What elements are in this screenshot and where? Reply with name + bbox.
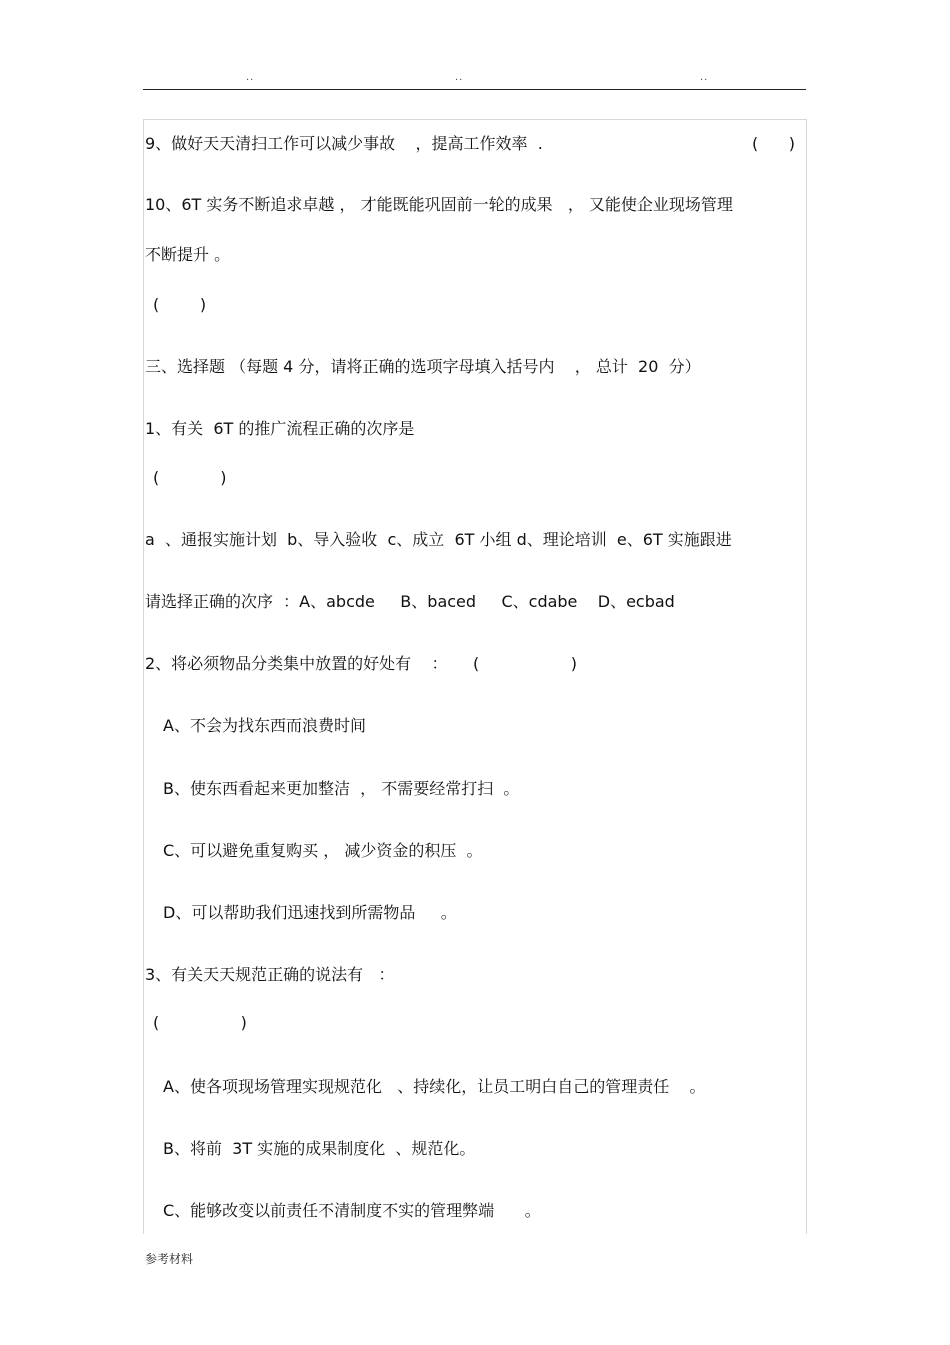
page-footer-label: 参考材料 <box>145 1252 194 1266</box>
content-frame-left <box>143 119 144 1234</box>
choice-question-1-items: a 、通报实施计划 b、导入验收 c、成立 6T 小组 d、理论培训 e、6T 实施跟进 <box>145 530 732 549</box>
header-dot-right: .. <box>700 72 709 83</box>
header-rule <box>143 89 806 90</box>
choice-question-2-option-a: A、不会为找东西而浪费时间 <box>163 716 366 735</box>
question-9-answer-paren: ( ) <box>752 134 795 153</box>
choice-question-2: 2、将必须物品分类集中放置的好处有 ： ( ) <box>145 654 577 673</box>
choice-question-2-option-c: C、可以避免重复购买 ， 减少资金的积压 。 <box>163 841 483 860</box>
choice-question-3-paren: ( ) <box>153 1013 247 1032</box>
question-10-line-2: 不断提升 。 <box>145 245 231 264</box>
choice-question-2-option-d: D、可以帮助我们迅速找到所需物品 。 <box>163 903 457 922</box>
choice-question-3-option-b: B、将前 3T 实施的成果制度化 、规范化。 <box>163 1139 476 1158</box>
section-3-heading: 三、选择题 （每题 4 分，请将正确的选项字母填入括号内 ， 总计 20 分） <box>145 357 701 376</box>
content-frame-top <box>143 119 806 120</box>
question-10-answer-paren: ( ) <box>153 295 207 314</box>
choice-question-3: 3、有关天天规范正确的说法有 ： <box>145 965 395 984</box>
header-dot-center: .. <box>455 72 464 83</box>
choice-question-3-option-c: C、能够改变以前责任不清制度不实的管理弊端 。 <box>163 1201 541 1220</box>
content-frame-right <box>806 119 807 1234</box>
choice-question-1-options: 请选择正确的次序 ：A、abcde B、baced C、cdabe D、ecbad <box>145 592 675 611</box>
question-9: 9、做好天天清扫工作可以减少事故 ，提高工作效率 . <box>145 134 543 153</box>
choice-question-1-paren: ( ) <box>153 468 227 487</box>
choice-question-2-option-b: B、使东西看起来更加整洁 ， 不需要经常打扫 。 <box>163 779 520 798</box>
header-dot-left: .. <box>246 72 255 83</box>
choice-question-3-option-a: A、使各项现场管理实现规范化 、持续化，让员工明白自己的管理责任 。 <box>163 1077 706 1096</box>
choice-question-1: 1、有关 6T 的推广流程正确的次序是 <box>145 419 415 438</box>
question-10-line-1: 10、6T 实务不断追求卓越 ， 才能既能巩固前一轮的成果 ， 又能使企业现场管理 <box>145 195 733 214</box>
